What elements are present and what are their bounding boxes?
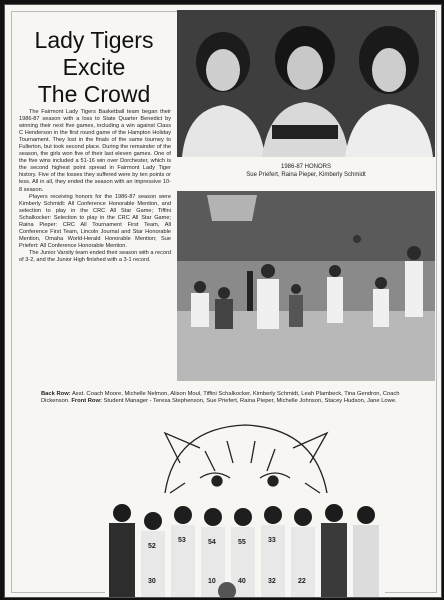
article-paragraph: The Fairmont Lady Tigers Basketball team began their 1986-87 season with a loss to State Quarter Benedict by winning their next five games, including a win against Class C Henderson in the first round game of the Hampton Holiday Tournament. They lost in the finals of the same tourney to Fullerton, but took second place. During the remainder of the season, the girls won five of their last eleven games. One of the five wins included a 51-16 win over Dorchester, which is the second highest point spread in Fairmont Lady Tiger history. Five of the losses they suffered were by ten points or less. All in all, they ended the season with an impressive 10-8 season. [19, 109, 171, 193]
jersey-number: 22 [298, 578, 306, 585]
article-paragraph: Players receiving honors for the 1986-87 season were Kimberly Schmidt: All Conference Honorable Mention, and selection to play in the CRC All Star Game; Tiffini Schalkocker: Selection to play in the CRC All Star Game; Raina Pieper: CRC All Tournament First Team, All Conference First Team, Lincoln Journal and Star Honorable Mention, Omaha World-Herald Honorable Mention; Sue Priefert: All Conference Honorable Mention. [19, 193, 171, 249]
jersey-number: 32 [268, 578, 276, 585]
jersey-number: 40 [238, 578, 246, 585]
honors-caption [177, 163, 435, 179]
back-row-label: Back Row: [41, 391, 71, 397]
front-row-label: Front Row: [71, 398, 102, 405]
team-caption [41, 391, 425, 406]
tiger-mascot-icon [165, 425, 327, 493]
headline [19, 27, 169, 108]
jersey-number: 52 [148, 543, 156, 550]
team-photo [105, 423, 385, 598]
front-row-names: Student Manager - Teresa Stephenson, Sue Priefert, Raina Pieper, Michelle Johnson, Stacey Hudson, Jane Lowe. [103, 398, 397, 405]
back-row-names: Asst. Coach Moore, Michelle Nelmon, Alison Moul, Tiffini Schalkocker, Kimberly Schmidt, Leah Plambeck, Tina Gendron, Coach Dickenson. [41, 391, 400, 405]
jersey-number: 30 [148, 578, 156, 585]
honors-caption-names: Sue Priefert, Raina Pieper, Kimberly Schmidt [246, 172, 366, 178]
jersey-number: 54 [208, 539, 216, 546]
yearbook-page [4, 4, 442, 598]
honors-photo [177, 10, 435, 157]
jersey-number: 53 [178, 537, 186, 544]
headline-line-2: Excite [62, 54, 126, 80]
jersey-number: 55 [238, 539, 246, 546]
headline-line-3: The Crowd [37, 81, 151, 107]
jersey-number: 33 [268, 537, 276, 544]
headline-line-1: Lady Tigers [34, 27, 154, 53]
jersey-number: 10 [208, 578, 216, 585]
article-paragraph: The Junior Varsity team ended their season with a record of 3-2, and the Junior High finished with a 3-1 record. [19, 249, 171, 263]
honors-caption-title: 1986-87 HONORS [280, 164, 332, 170]
game-action-photo [177, 191, 435, 381]
article-body [19, 109, 171, 264]
